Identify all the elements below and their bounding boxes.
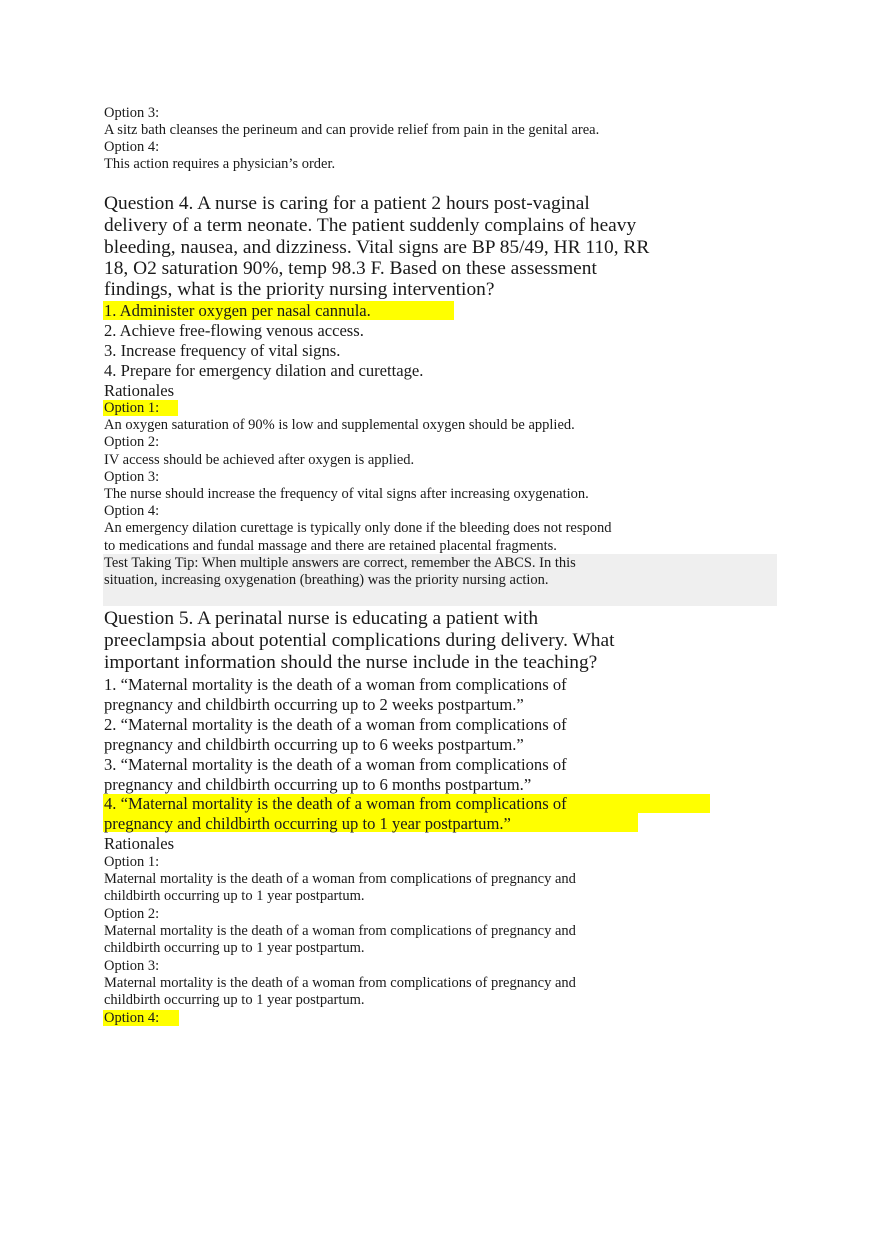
question-5-option-1: pregnancy and childbirth occurring up to 2 weeks postpartum.” <box>104 695 524 714</box>
question-5-stem: important information should the nurse include in the teaching? <box>104 652 598 673</box>
rationale-text: An emergency dilation curettage is typically only done if the bleeding does not respond <box>104 520 612 536</box>
question-5-option-2: pregnancy and childbirth occurring up to 6 weeks postpartum.” <box>104 735 524 754</box>
rationale-text: Maternal mortality is the death of a woman from complications of pregnancy and <box>104 975 576 991</box>
rationale-text: Maternal mortality is the death of a woman from complications of pregnancy and <box>104 871 576 887</box>
rationale-text: childbirth occurring up to 1 year postpartum. <box>104 888 365 904</box>
rationale-text: The nurse should increase the frequency of vital signs after increasing oxygenation. <box>104 486 589 502</box>
question-4-stem: 18, O2 saturation 90%, temp 98.3 F. Based on these assessment <box>104 258 597 279</box>
rationale-text: A sitz bath cleanses the perineum and can provide relief from pain in the genital area. <box>104 122 600 138</box>
question-4-stem: Question 4. A nurse is caring for a patient 2 hours post-vaginal <box>104 193 590 214</box>
question-5-stem: Question 5. A perinatal nurse is educating a patient with <box>104 608 539 629</box>
question-4-stem: delivery of a term neonate. The patient suddenly complains of heavy <box>104 215 637 236</box>
rationale-text: childbirth occurring up to 1 year postpartum. <box>104 940 365 956</box>
question-4-option-3: 3. Increase frequency of vital signs. <box>104 341 341 360</box>
question-5-option-3: pregnancy and childbirth occurring up to 6 months postpartum.” <box>104 775 532 794</box>
rationale-text: childbirth occurring up to 1 year postpartum. <box>104 992 365 1008</box>
question-5-option-3: 3. “Maternal mortality is the death of a woman from complications of <box>104 755 567 774</box>
rationale-text: This action requires a physician’s order. <box>104 156 336 172</box>
rationale-label: Option 3: <box>104 105 160 121</box>
rationale-label: Option 3: <box>104 958 160 974</box>
rationales-heading: Rationales <box>104 834 175 853</box>
question-4-stem: findings, what is the priority nursing intervention? <box>104 279 495 300</box>
question-4-option-2: 2. Achieve free-flowing venous access. <box>104 321 364 340</box>
rationale-text: An oxygen saturation of 90% is low and supplemental oxygen should be applied. <box>104 417 575 433</box>
rationale-label: Option 2: <box>104 434 160 450</box>
question-5-stem: preeclampsia about potential complications during delivery. What <box>104 630 615 651</box>
test-taking-tip: Test Taking Tip: When multiple answers are correct, remember the ABCS. In this <box>104 555 576 571</box>
question-4-option-1: 1. Administer oxygen per nasal cannula. <box>104 301 371 320</box>
question-5-option-4: 4. “Maternal mortality is the death of a woman from complications of <box>104 794 567 813</box>
rationales-heading: Rationales <box>104 381 175 400</box>
question-5-option-2: 2. “Maternal mortality is the death of a woman from complications of <box>104 715 567 734</box>
rationale-text: IV access should be achieved after oxygen is applied. <box>104 452 415 468</box>
rationale-label: Option 2: <box>104 906 160 922</box>
rationale-label: Option 1: <box>104 400 160 416</box>
rationale-label: Option 4: <box>104 1010 160 1026</box>
rationale-label: Option 4: <box>104 503 160 519</box>
question-4-option-4: 4. Prepare for emergency dilation and curettage. <box>104 361 424 380</box>
rationale-label: Option 3: <box>104 469 160 485</box>
rationale-text: Maternal mortality is the death of a woman from complications of pregnancy and <box>104 923 576 939</box>
question-5-option-4: pregnancy and childbirth occurring up to 1 year postpartum.” <box>104 814 511 833</box>
rationale-text: to medications and fundal massage and there are retained placental fragments. <box>104 538 557 554</box>
rationale-label: Option 4: <box>104 139 160 155</box>
question-4-stem: bleeding, nausea, and dizziness. Vital signs are BP 85/49, HR 110, RR <box>104 237 650 258</box>
test-taking-tip: situation, increasing oxygenation (breathing) was the priority nursing action. <box>104 572 549 588</box>
rationale-label: Option 1: <box>104 854 160 870</box>
question-5-option-1: 1. “Maternal mortality is the death of a woman from complications of <box>104 675 567 694</box>
